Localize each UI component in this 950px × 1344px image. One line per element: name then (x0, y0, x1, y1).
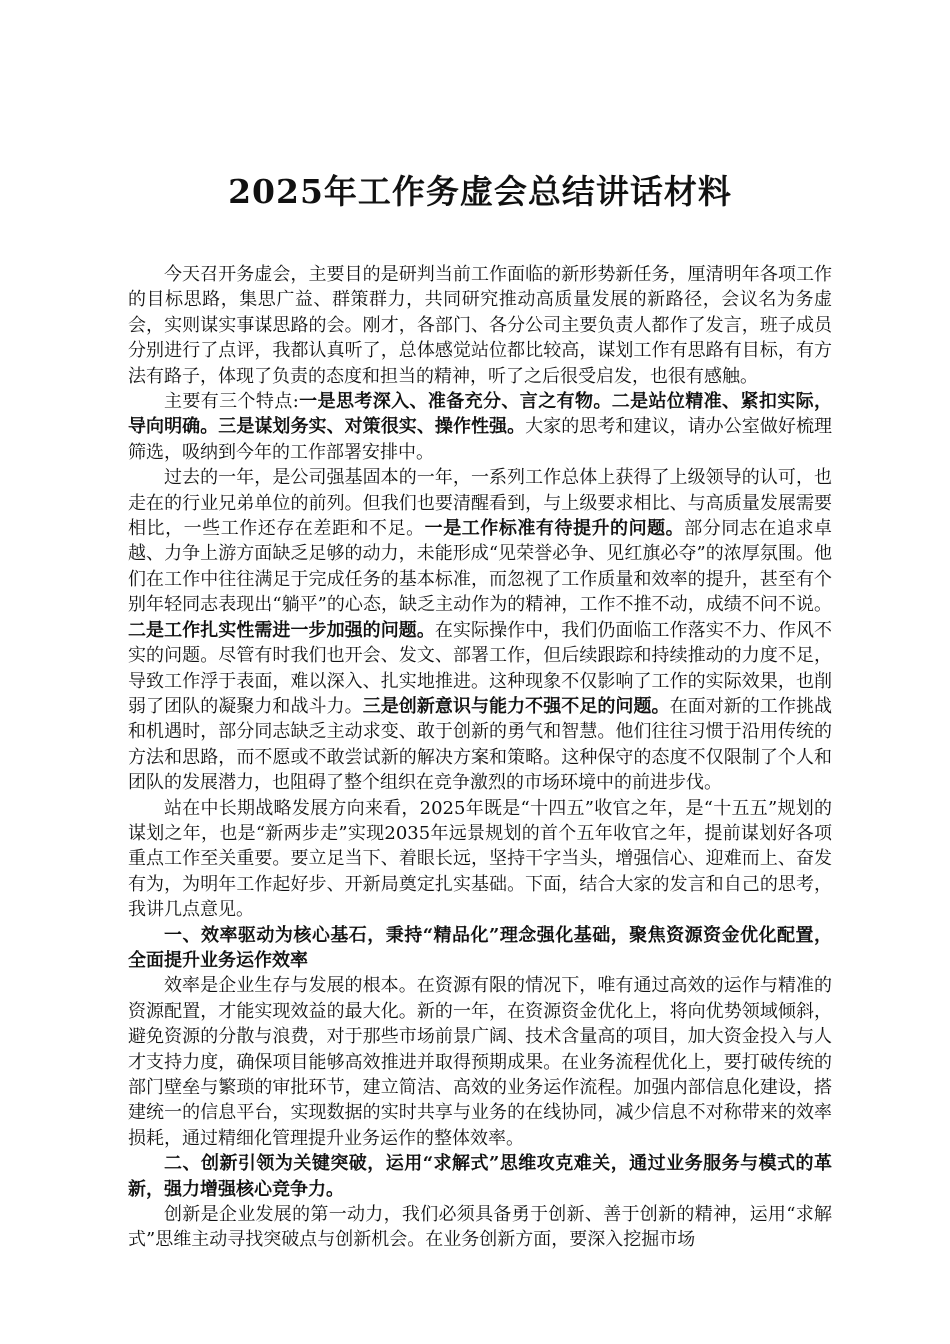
paragraph-past-year (128, 465, 832, 795)
paragraph-three-features (128, 389, 832, 465)
paragraph-text: 大家的思考和建议，请办公室做好梳理筛选，吸纳到今年的工作部署安排中。 (128, 416, 832, 463)
section-heading-2: 二、创新引领为关键突破，运用“求解式”思维攻克难关，通过业务服务与模式的革新，强力增强核心竞争力。 (128, 1153, 832, 1200)
bold-emphasis: 一是工作标准有待提升的问题。 (424, 518, 685, 540)
paragraph-text: 部分同志在追求卓越、力争上游方面缺乏足够的动力，未能形成“见荣誉必争、见红旗必夺”的浓厚氛围。他们在工作中往往满足于完成任务的基本标准，而忽视了工作质量和效率的提升，甚至有个别年轻同志表现出“躺平”的心态，缺乏主动作为的精神，工作不推不动，成绩不问不说。 (128, 518, 833, 616)
paragraph-text: 过去的一年，是公司强基固本的一年，一系列工作总体上获得了上级领导的认可，也走在的行业兄弟单位的前列。但我们也要清醒看到，与上级要求相比、与高质量发展需要相比，一些工作还存在差距和不足。 (128, 467, 832, 540)
bold-emphasis: 二是工作扎实性需进一步加强的问题。 (128, 619, 435, 641)
bold-emphasis: 一是思考深入、准备充分、言之有物。二是站位精准、紧扣实际，导向明确。三是谋划务实、对策很实、操作性强。 (128, 391, 832, 438)
paragraph-text: 主要有三个特点: (164, 391, 299, 413)
section-heading-1: 一、效率驱动为核心基石，秉持“精品化”理念强化基础，聚焦资源资金优化配置，全面提升业务运作效率 (128, 924, 832, 971)
paragraph-strategy: 站在中长期战略发展方向来看，2025年既是“十四五”收官之年，是“十五五”规划的谋划之年，也是“新两步走”实现2035年远景规划的首个五年收官之年，提前谋划好各项重点工作至关重要。要立足当下、着眼长远，坚持干字当头，增强信心、迎难而上、奋发有为，为明年工作起好步、开新局奠定扎实基础。下面，结合大家的发言和自己的思考，我讲几点意见。 (128, 797, 832, 921)
bold-emphasis: 三是创新意识与能力不强不足的问题。 (362, 695, 670, 717)
document-title: 2025年工作务虚会总结讲话材料 (228, 172, 732, 211)
paragraph-text: 在实际操作中，我们仍面临工作落实不力、作风不实的问题。尽管有时我们也开会、发文、部署工作，但后续跟踪和持续推动的力度不足，导致工作浮于表面，难以深入、扎实地推进。这种现象不仅影响了工作的实际效果，也削弱了团队的凝聚力和战斗力。 (128, 619, 833, 717)
document-body (128, 262, 832, 1253)
paragraph-opening: 今天召开务虚会，主要目的是研判当前工作面临的新形势新任务，厘清明年各项工作的目标思路，集思广益、群策群力，共同研究推动高质量发展的新路径，会议名为务虚会，实则谋实事谋思路的会。刚才，各部门、各分公司主要负责人都作了发言，班子成员分别进行了点评，我都认真听了，总体感觉站位都比较高，谋划工作有思路有目标，有方法有路子，体现了负责的态度和担当的精神，听了之后很受启发，也很有感触。 (128, 264, 832, 387)
paragraph-innovation: 创新是企业发展的第一动力，我们必须具备勇于创新、善于创新的精神，运用“求解式”思维主动寻找突破点与创新机会。在业务创新方面，要深入挖掘市场 (128, 1204, 832, 1251)
paragraph-efficiency: 效率是企业生存与发展的根本。在资源有限的情况下，唯有通过高效的运作与精准的资源配置，才能实现效益的最大化。新的一年，在资源资金优化上，将向优势领域倾斜，避免资源的分散与浪费，对于那些市场前景广阔、技术含量高的项目，加大资金投入与人才支持力度，确保项目能够高效推进并取得预期成果。在业务流程优化上，要打破传统的部门壁垒与繁琐的审批环节，建立简洁、高效的业务运作流程。加强内部信息化建设，搭建统一的信息平台，实现数据的实时共享与业务的在线协同，减少信息不对称带来的效率损耗，通过精细化管理提升业务运作的整体效率。 (128, 975, 832, 1149)
paragraph-text: 在面对新的工作挑战和机遇时，部分同志缺乏主动求变、敢于创新的勇气和智慧。他们往往习惯于沿用传统的方法和思路，而不愿或不敢尝试新的解决方案和策略。这种保守的态度不仅限制了个人和团队的发展潜力，也阻碍了整个组织在竞争激烈的市场环境中的前进步伐。 (128, 695, 833, 794)
